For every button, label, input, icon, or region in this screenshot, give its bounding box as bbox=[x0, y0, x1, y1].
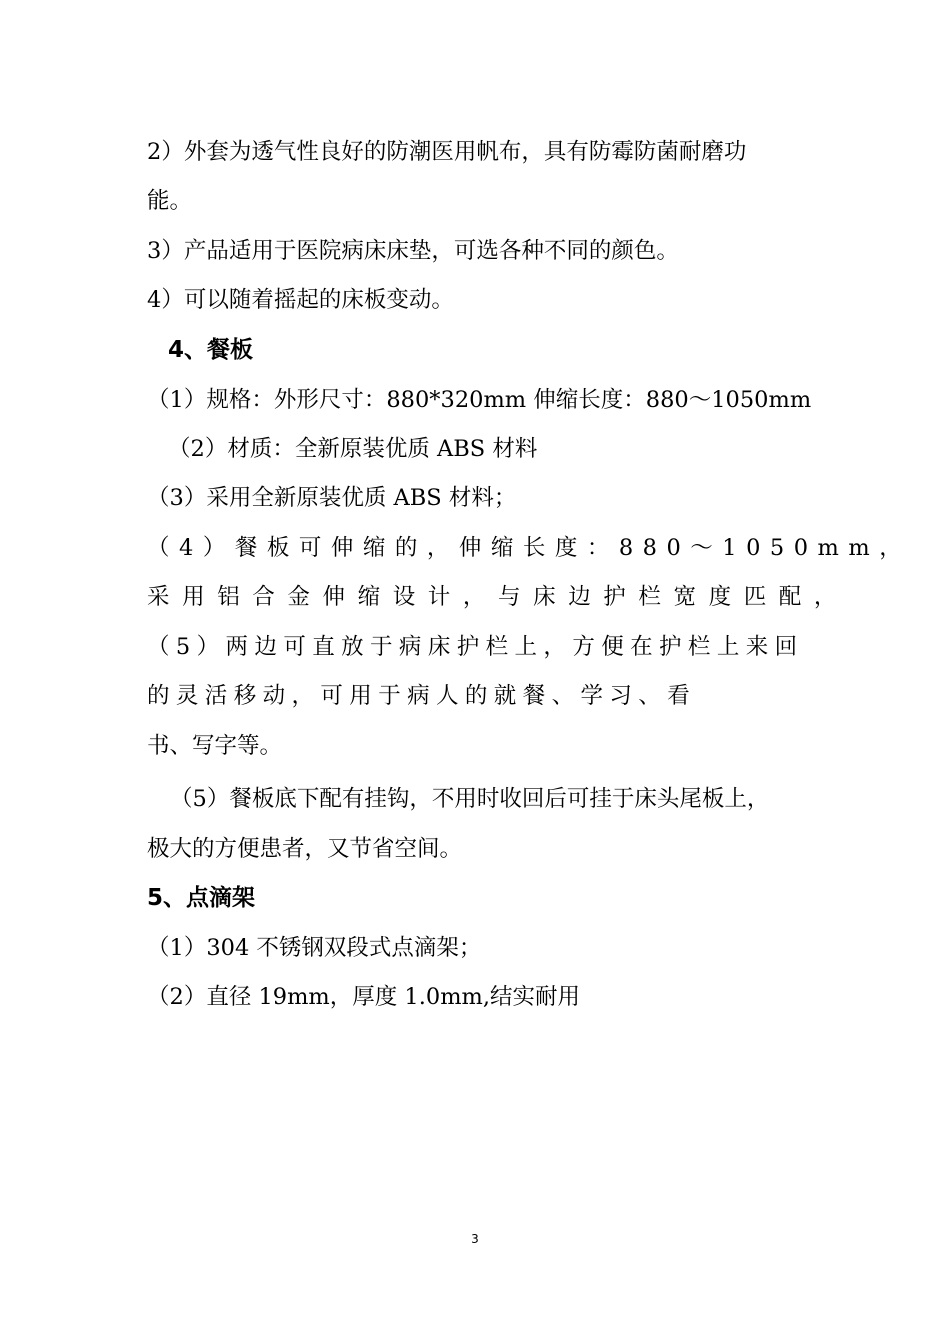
paragraph-line: 采用铝合金伸缩设计，与床边护栏宽度匹配， bbox=[147, 584, 850, 610]
section-heading: 4、餐板 bbox=[168, 337, 254, 363]
paragraph-line: （5）餐板底下配有挂钩，不用时收回后可挂于床头尾板上， bbox=[170, 786, 770, 812]
paragraph-line: 3）产品适用于医院病床床垫，可选各种不同的颜色。 bbox=[147, 238, 679, 264]
paragraph-line: （5）两边可直放于病床护栏上，方便在护栏上来回 bbox=[147, 634, 804, 660]
paragraph-line: （3）采用全新原装优质 ABS 材料； bbox=[147, 485, 517, 511]
paragraph-line: （2）直径 19mm，厚度 1.0mm,结实耐用 bbox=[147, 984, 581, 1010]
paragraph-line: （4）餐板可伸缩的，伸缩长度：880～1050mm， bbox=[147, 535, 912, 561]
paragraph-line: 极大的方便患者，又节省空间。 bbox=[147, 836, 463, 862]
paragraph-line: 4）可以随着摇起的床板变动。 bbox=[147, 287, 454, 313]
paragraph-line: （2）材质：全新原装优质 ABS 材料 bbox=[168, 436, 538, 462]
paragraph-line: （1）规格：外形尺寸：880*320mm 伸缩长度：880～1050mm bbox=[147, 387, 812, 413]
paragraph-line: 的灵活移动，可用于病人的就餐、学习、看 bbox=[147, 683, 697, 709]
section-heading: 5、点滴架 bbox=[147, 885, 256, 911]
page-number: 3 bbox=[471, 1232, 479, 1246]
paragraph-line: 能。 bbox=[147, 188, 193, 214]
paragraph-line: 2）外套为透气性良好的防潮医用帆布，具有防霉防菌耐磨功 bbox=[147, 139, 747, 165]
paragraph-line: 书、写字等。 bbox=[147, 733, 283, 759]
paragraph-line: （1）304 不锈钢双段式点滴架； bbox=[147, 935, 482, 961]
